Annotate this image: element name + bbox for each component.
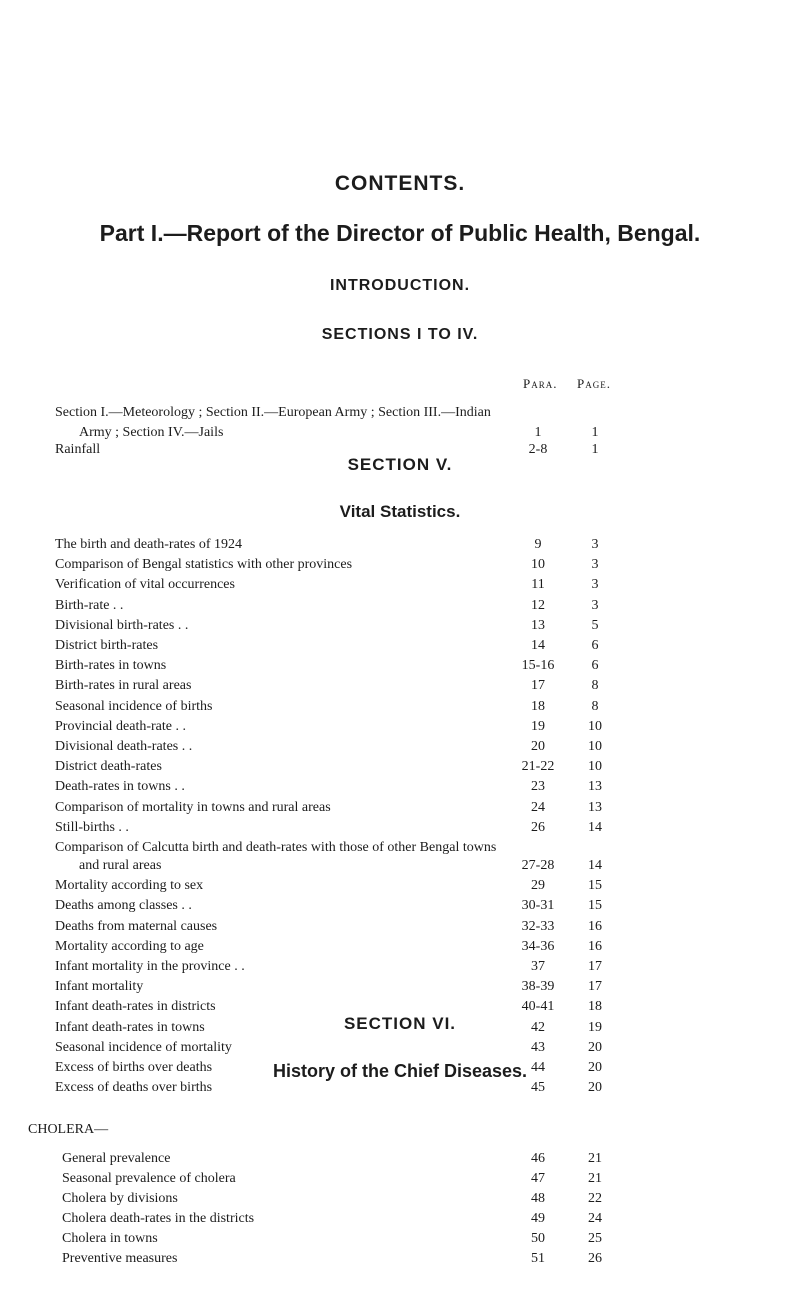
toc-entry-para: 49 (531, 1211, 545, 1226)
toc-entry-para: 51 (531, 1251, 545, 1266)
toc-entry-para: 12 (531, 597, 545, 613)
section-vi-heading: SECTION VI. (343, 1014, 457, 1033)
section-v-subtitle: Vital Statistics. (339, 502, 461, 521)
toc-entry-page: 20 (588, 1060, 602, 1075)
toc-entry-title: Birth-rate . . (55, 597, 124, 613)
toc-entry-para: 27-28 (521, 858, 555, 873)
toc-entry-page: 6 (591, 638, 599, 653)
toc-entry-title: Seasonal incidence of mortality (55, 1039, 232, 1055)
toc-row (0, 939, 800, 959)
toc-entry-title: Excess of deaths over births (55, 1080, 213, 1096)
page-column-header: Page. (577, 376, 611, 391)
toc-entry-title: Cholera in towns (62, 1231, 158, 1246)
toc-entry-title: Birth-rates in towns (55, 658, 167, 674)
toc-row (0, 1080, 800, 1100)
toc-entry-title: District death-rates (55, 759, 162, 775)
toc-entry-title: Infant mortality (55, 979, 144, 995)
para-column-header: Para. (523, 376, 558, 391)
toc-row (0, 898, 800, 918)
toc-entry-title: Infant death-rates in districts (55, 999, 216, 1015)
toc-row (0, 820, 800, 840)
toc-entry-page: 14 (588, 858, 602, 873)
toc-entry-title: Section I.—Meteorology ; Section II.—European Army ; Section III.—Indian (55, 405, 491, 420)
toc-entry-para: 50 (531, 1231, 545, 1246)
toc-entry-title: Infant death-rates in towns (55, 1019, 205, 1035)
toc-entry-para: 47 (531, 1171, 545, 1186)
toc-entry-para: 15-16 (521, 658, 555, 674)
toc-entry-page: 10 (588, 739, 602, 754)
toc-entry-title: Comparison of Bengal statistics with other provinces (55, 557, 353, 573)
toc-entry-page: 10 (588, 759, 602, 775)
toc-entry-title: Excess of births over deaths (55, 1060, 213, 1075)
toc-entry-para: 18 (531, 698, 545, 714)
toc-entry-page: 19 (588, 1019, 602, 1035)
toc-entry-title: Rainfall (55, 442, 101, 457)
toc-entry-title: Infant mortality in the province . . (55, 959, 245, 974)
toc-entry-title: Provincial death-rate . . (55, 718, 187, 734)
toc-row (0, 405, 800, 445)
toc-row (0, 577, 800, 597)
toc-entry-title: The birth and death-rates of 1924 (55, 537, 242, 552)
part-title: Part I.—Report of the Director of Public Health, Bengal. (99, 220, 701, 246)
toc-entry-para: 42 (531, 1019, 545, 1035)
toc-entry-para: 19 (531, 718, 545, 734)
toc-entry-para: 2-8 (528, 442, 548, 457)
toc-entry-para: 34-36 (521, 938, 555, 954)
toc-row (0, 1171, 800, 1191)
toc-entry-page: 1 (591, 425, 599, 440)
toc-entry-para: 38-39 (521, 979, 555, 995)
toc-entry-title: Death-rates in towns . . (55, 779, 185, 795)
toc-entry-para: 26 (531, 819, 545, 835)
toc-row (0, 739, 800, 759)
toc-entry-page: 3 (591, 597, 599, 613)
toc-entry-para: 17 (531, 678, 545, 694)
toc-row (0, 618, 800, 638)
toc-entry-page: 15 (588, 898, 602, 914)
toc-entry-title: Divisional death-rates . . (55, 739, 193, 754)
toc-row (0, 1151, 800, 1171)
toc-entry-title: Comparison of Calcutta birth and death-rates with those of other Bengal towns (55, 840, 497, 855)
toc-entry-title: Birth-rates in rural areas (55, 678, 192, 694)
toc-entry-page: 20 (588, 1080, 602, 1096)
toc-entry-title: Deaths from maternal causes (55, 918, 218, 934)
toc-entry-page: 14 (588, 819, 602, 835)
toc-row (0, 840, 800, 880)
toc-entry-para: 10 (531, 557, 545, 573)
toc-entry-title: District birth-rates (55, 638, 159, 653)
toc-entry-page: 25 (588, 1231, 602, 1246)
toc-row (0, 557, 800, 577)
contents-heading: CONTENTS. (334, 172, 466, 195)
toc-row (0, 1040, 800, 1060)
toc-entry-title: Still-births . . (55, 819, 129, 835)
toc-entry-para: 24 (531, 799, 545, 815)
toc-row (0, 638, 800, 658)
toc-row (0, 699, 800, 719)
toc-entry-para: 21-22 (521, 759, 555, 775)
toc-entry-page: 10 (588, 718, 602, 734)
toc-row (0, 537, 800, 557)
toc-entry-title: Mortality according to age (55, 938, 204, 954)
toc-entry-para: 32-33 (521, 918, 555, 934)
toc-entry-page: 3 (591, 557, 599, 573)
toc-entry-para: 45 (531, 1080, 545, 1096)
toc-row (0, 598, 800, 618)
toc-entry-page: 16 (588, 918, 602, 934)
toc-row (0, 1231, 800, 1251)
toc-entry-para: 14 (531, 638, 545, 653)
toc-entry-para: 11 (531, 577, 545, 593)
toc-entry-title: Seasonal incidence of births (55, 698, 213, 714)
toc-entry-page: 13 (588, 779, 602, 795)
toc-row (0, 1191, 800, 1211)
toc-entry-page: 17 (588, 959, 602, 974)
toc-entry-para: 43 (531, 1039, 545, 1055)
toc-entry-title: Verification of vital occurrences (55, 577, 235, 593)
toc-entry-page: 22 (588, 1191, 602, 1206)
toc-entry-page: 21 (588, 1151, 602, 1166)
toc-entry-page: 8 (591, 698, 599, 714)
toc-entry-title: Comparison of mortality in towns and rural areas (55, 799, 331, 815)
toc-entry-page: 3 (591, 577, 599, 593)
toc-entry-para: 20 (531, 739, 545, 754)
toc-entry-para: 13 (531, 617, 545, 633)
toc-entry-title: Cholera by divisions (62, 1191, 178, 1206)
toc-entry-page: 5 (591, 617, 599, 633)
toc-entry-para: 40-41 (521, 999, 555, 1015)
toc-row (0, 979, 800, 999)
toc-entry-page: 13 (588, 799, 602, 815)
toc-row (0, 779, 800, 799)
toc-entry-page: 16 (588, 938, 602, 954)
toc-row (0, 959, 800, 979)
toc-entry-title: General prevalence (62, 1151, 171, 1166)
toc-entry-page: 24 (588, 1211, 602, 1226)
toc-entry-para: 30-31 (521, 898, 555, 914)
toc-entry-page: 18 (588, 999, 602, 1015)
introduction-heading: INTRODUCTION. (329, 277, 471, 294)
toc-entry-title: Divisional birth-rates . . (55, 617, 189, 633)
toc-entry-title: Mortality according to sex (55, 878, 204, 894)
toc-row (0, 800, 800, 820)
toc-entry-para: 1 (534, 425, 542, 440)
toc-entry-page: 20 (588, 1039, 602, 1055)
toc-entry-para: 46 (531, 1151, 545, 1166)
toc-entry-page: 6 (591, 658, 599, 674)
toc-entry-page: 1 (591, 442, 599, 457)
toc-entry-para: 48 (531, 1191, 545, 1206)
toc-row (0, 919, 800, 939)
toc-entry-page: 21 (588, 1171, 602, 1186)
section-vi-subtitle: History of the Chief Diseases. (272, 1061, 528, 1081)
cholera-group-heading: CHOLERA— (28, 1122, 109, 1137)
toc-entry-title-continued: Army ; Section IV.—Jails (79, 425, 224, 440)
sections-i-iv-heading: SECTIONS I TO IV. (321, 326, 479, 343)
toc-entry-page: 15 (588, 878, 602, 894)
toc-row (0, 1251, 800, 1271)
toc-row (0, 759, 800, 779)
toc-entry-page: 26 (588, 1251, 602, 1266)
toc-entry-para: 9 (534, 537, 542, 552)
toc-entry-page: 8 (591, 678, 599, 694)
toc-row (0, 719, 800, 739)
section-v-heading: SECTION V. (347, 455, 453, 474)
toc-row (0, 678, 800, 698)
toc-row (0, 878, 800, 898)
toc-entry-title: Deaths among classes . . (55, 898, 192, 914)
toc-entry-para: 37 (531, 959, 545, 974)
toc-entry-para: 29 (531, 878, 545, 894)
toc-entry-title: Seasonal prevalence of cholera (62, 1171, 236, 1186)
toc-entry-page: 17 (588, 979, 602, 995)
toc-entry-page: 3 (591, 537, 599, 552)
toc-entry-para: 44 (531, 1060, 545, 1075)
toc-entry-title-continued: and rural areas (79, 858, 162, 873)
toc-entry-title: Cholera death-rates in the districts (62, 1211, 255, 1226)
toc-row (0, 658, 800, 678)
toc-entry-title: Preventive measures (62, 1251, 178, 1266)
toc-row (0, 1211, 800, 1231)
toc-entry-para: 23 (531, 779, 545, 795)
